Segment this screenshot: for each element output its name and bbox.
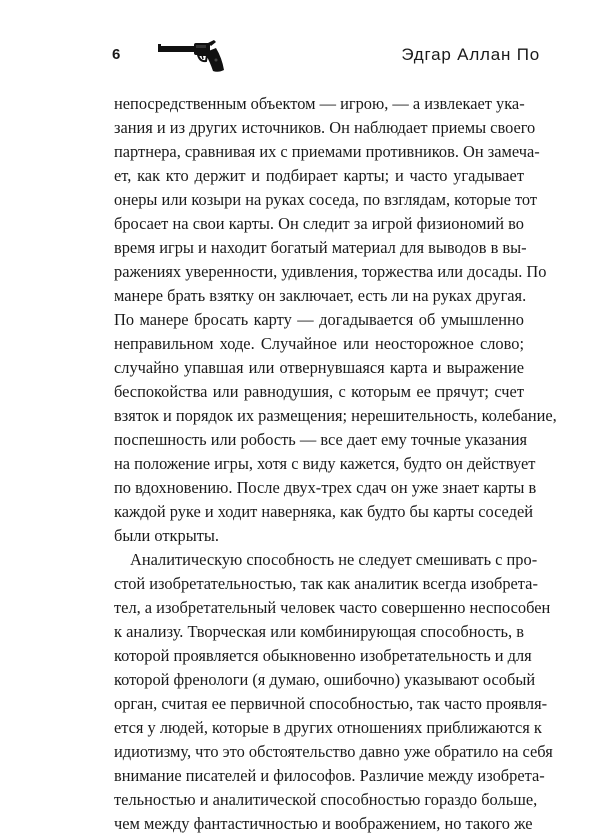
text-line: к анализу. Творческая или комбинирующая способность, в bbox=[114, 622, 524, 641]
text-line: ется у людей, которые в других отношениях приближаются к bbox=[114, 718, 542, 737]
text-line: тельностью и аналитической способностью гораздо больше, bbox=[114, 790, 538, 809]
text-line: онеры или козыри на руках соседа, по взглядам, которые тот bbox=[114, 190, 538, 209]
text-line: на положение игры, хотя с виду кажется, будто он действует bbox=[114, 454, 536, 473]
text-line: манере брать взятку он заключает, есть ли на руках другая. bbox=[114, 286, 527, 305]
text-line: время игры и находит богатый материал для выводов в вы- bbox=[114, 238, 527, 257]
text-line: каждой руке и ходит наверняка, как будто бы карты соседей bbox=[114, 502, 534, 521]
text-line: неправильном ходе. Случайное или неосторожное слово; bbox=[114, 334, 524, 353]
page-number: 6 bbox=[112, 46, 121, 63]
text-line: случайно упавшая или отвернувшаяся карта и выражение bbox=[114, 358, 524, 377]
text-line: внимание писателей и философов. Различие между изобрета- bbox=[114, 766, 545, 785]
text-line: непосредственным объектом — игрою, — а извлекает ука- bbox=[114, 94, 525, 113]
text-line: тел, а изобретательный человек часто совершенно неспособен bbox=[114, 598, 551, 617]
text-line: По манере бросать карту — догадывается об умышленно bbox=[114, 310, 524, 329]
text-line: идиотизму, что это обстоятельство давно уже обратило на себя bbox=[114, 742, 553, 761]
text-line: зания и из других источников. Он наблюдает приемы своего bbox=[114, 118, 536, 137]
text-line: орган, считая ее первичной способностью, так часто проявля- bbox=[114, 694, 548, 713]
text-line: бросает на свои карты. Он следит за игрой физиономий во bbox=[114, 214, 524, 233]
running-head: Эдгар Аллан По bbox=[401, 45, 540, 64]
text-line: чем между фантастичностью и воображением, но такого же bbox=[114, 814, 533, 833]
text-line: Аналитическую способность не следует смешивать с про- bbox=[130, 550, 538, 569]
text-line: стой изобретательностью, так как аналитик всегда изобрета- bbox=[114, 574, 538, 593]
text-line: поспешность или робость — все дает ему точные указания bbox=[114, 430, 528, 449]
text-line: взяток и порядок их размещения; нерешительность, колебание, bbox=[114, 406, 557, 425]
body-text bbox=[114, 92, 557, 836]
text-line: которой проявляется обыкновенно изобретательность и для bbox=[114, 646, 532, 665]
text-line: были открыты. bbox=[114, 526, 219, 545]
text-line: которой френологи (я думаю, ошибочно) указывают особый bbox=[114, 670, 536, 689]
text-line: ражениях уверенности, удивления, торжества или досады. По bbox=[114, 262, 547, 281]
text-line: ет, как кто держит и подбирает карты; и часто угадывает bbox=[114, 166, 524, 185]
text-line: партнера, сравнивая их с приемами противников. Он замеча- bbox=[114, 142, 540, 161]
text-line: по вдохновению. После двух-трех сдач он уже знает карты в bbox=[114, 478, 537, 497]
revolver-icon bbox=[158, 40, 228, 74]
text-line: беспокойства или равнодушия, с которым ее прячут; счет bbox=[114, 382, 524, 401]
